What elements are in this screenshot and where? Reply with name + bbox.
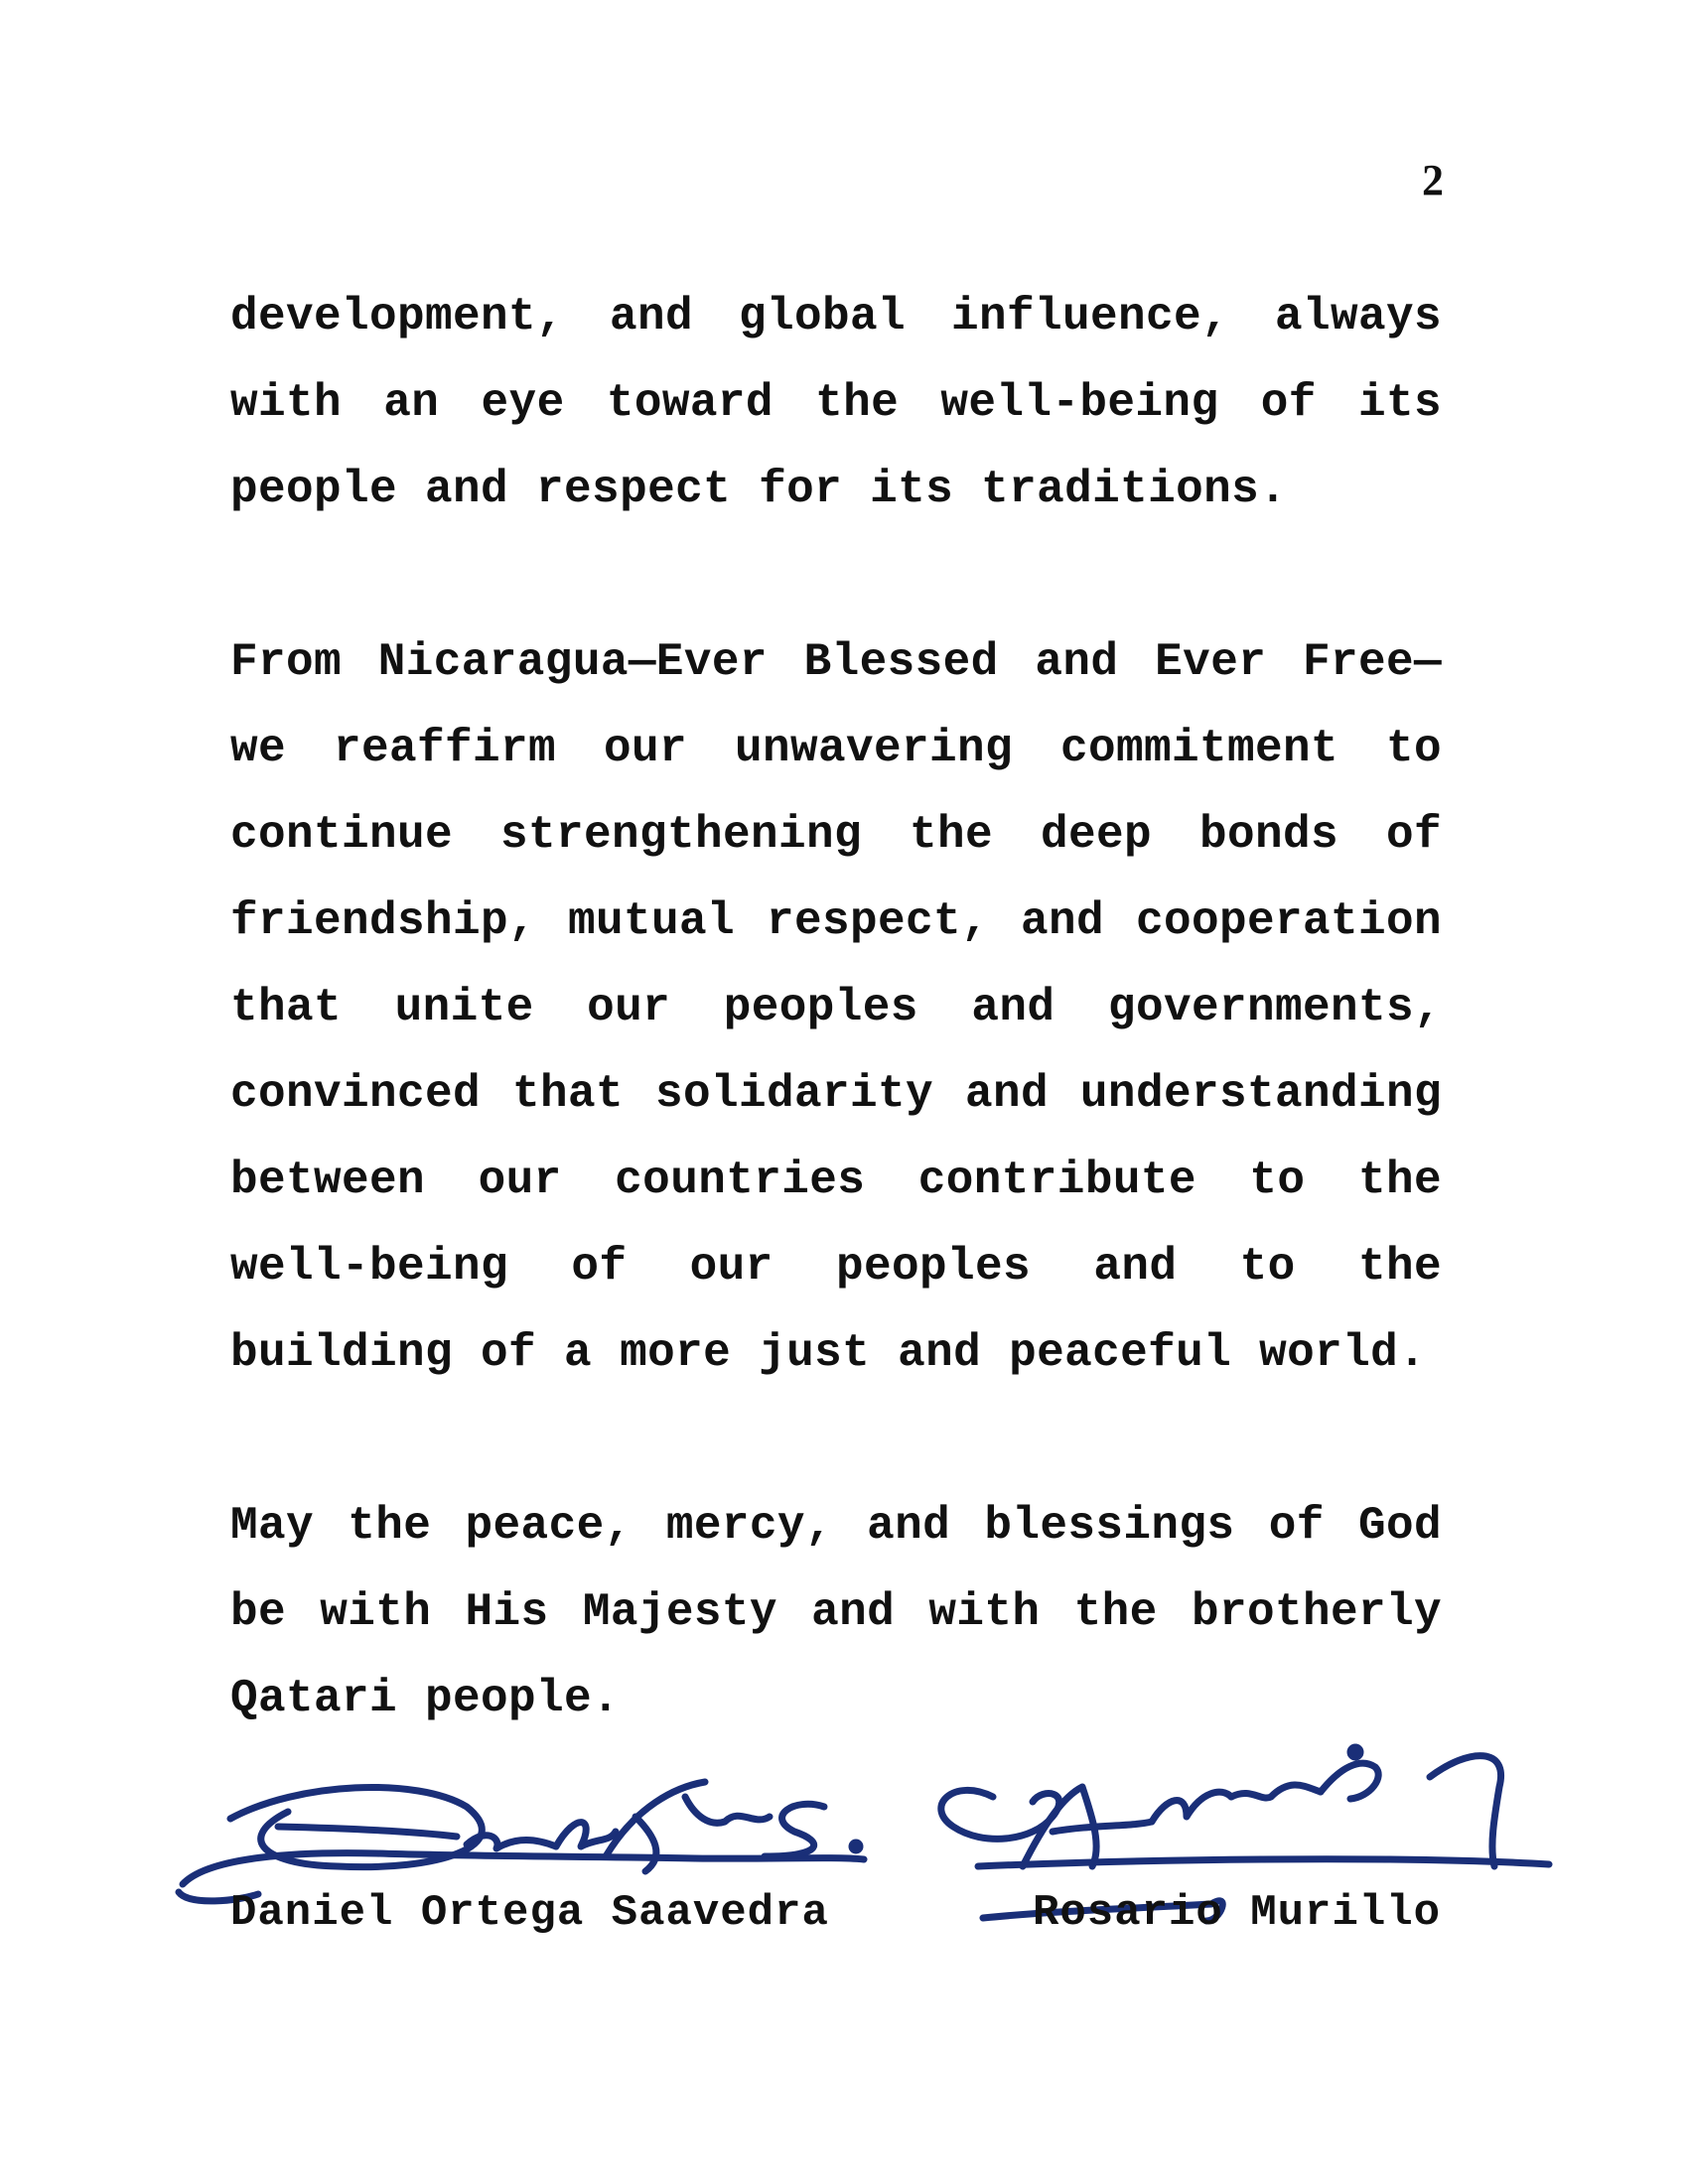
paragraph-3: May the peace, mercy, and blessings of God be with His Majesty and with the brotherly Qatari people.: [230, 1500, 1442, 1724]
letter-body: [230, 274, 1442, 1742]
signatory-name-rosario-murillo: Rosario Murillo: [1033, 1888, 1442, 1938]
signature-daniel-ortega: [179, 1782, 864, 1901]
paragraph-2: From Nicaragua—Ever Blessed and Ever Free—we reaffirm our unwavering commitment to continue strengthening the deep bonds of friendship, mutual respect, and cooperation that unite our peoples and governments, convinced that solidarity and understanding between our countries contribute to the well-being of our peoples and to the building of a more just and peaceful world.: [230, 636, 1442, 1379]
paragraph-1: development, and global influence, always with an eye toward the well-being of its people and respect for its traditions.: [230, 291, 1442, 515]
page-number: 2: [1422, 156, 1444, 205]
signature-rosario-murillo: [941, 1747, 1549, 1921]
signatory-name-daniel-ortega: Daniel Ortega Saavedra: [230, 1888, 829, 1938]
